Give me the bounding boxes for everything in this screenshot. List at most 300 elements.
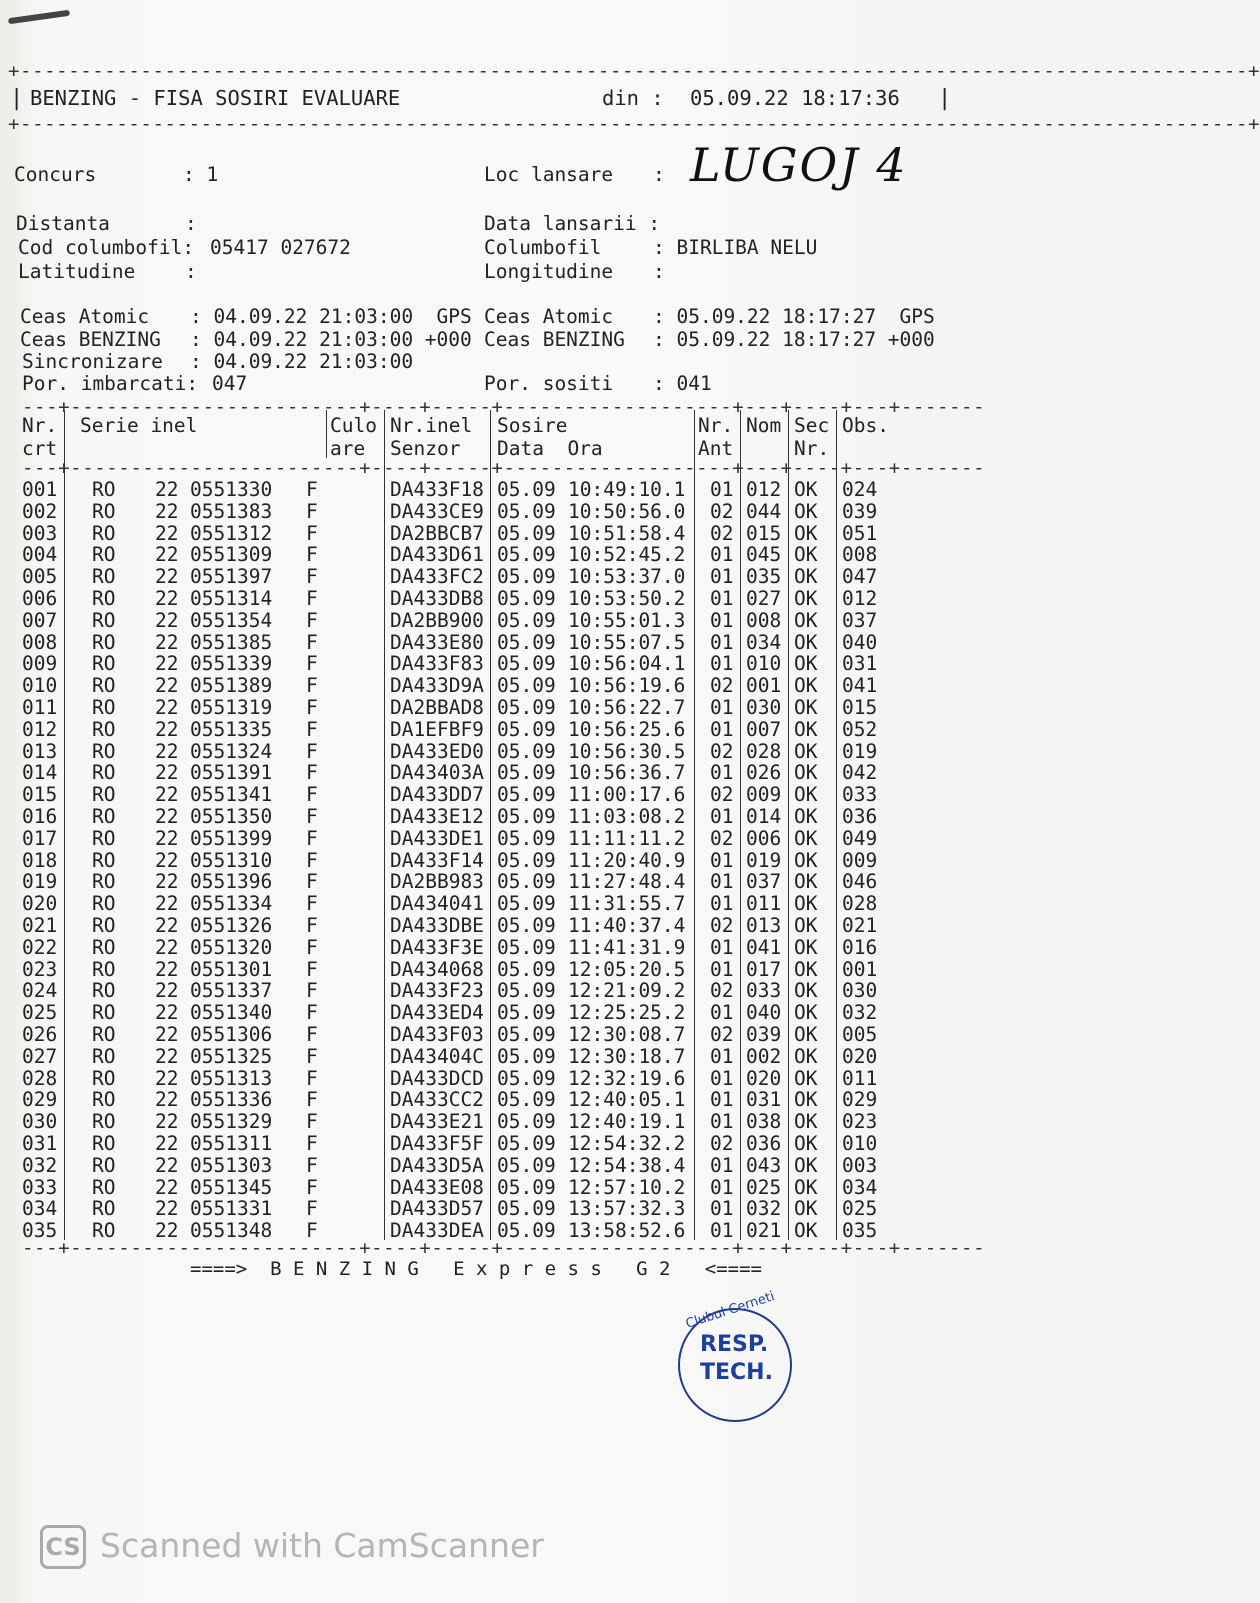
row-data: 05.09 — [497, 1044, 556, 1068]
row-senzor: DA433E12 — [390, 805, 484, 828]
row-nr: 016 — [22, 805, 58, 828]
row-sec: OK — [794, 1175, 818, 1199]
row-an: 22 — [155, 565, 179, 589]
row-inel: 0551391 — [190, 761, 273, 785]
row-an: 22 — [155, 1066, 179, 1090]
row-inel: 0551331 — [190, 1197, 273, 1221]
row-obs: 032 — [842, 1001, 878, 1025]
row-tara: RO — [92, 652, 116, 676]
row-tara: RO — [92, 1110, 116, 1134]
row-data: 05.09 — [497, 1110, 556, 1134]
row-sex: F — [306, 630, 318, 654]
row-data: 05.09 — [497, 892, 556, 916]
row-senzor: DA2BBCB7 — [390, 521, 484, 545]
row-ora: 10:55:07.5 — [568, 630, 686, 654]
row-tara: RO — [92, 870, 116, 894]
row-nom: 034 — [746, 630, 782, 654]
row-sec: OK — [794, 761, 818, 785]
camscanner-watermark: Scanned with CamScanner — [100, 1526, 544, 1565]
row-obs: 049 — [842, 826, 878, 850]
row-senzor: DA433E08 — [390, 1175, 484, 1199]
row-nom: 030 — [746, 696, 782, 719]
row-an: 22 — [155, 935, 179, 959]
row-ora: 12:32:19.6 — [568, 1066, 686, 1090]
row-inel: 0551348 — [190, 1219, 273, 1243]
row-nom: 002 — [746, 1044, 782, 1068]
concurs-label: Concurs — [14, 163, 97, 186]
header-bottom-border: +------------------------------------------------------------------------------------------------------+ — [8, 113, 1260, 135]
row-sex: F — [306, 935, 318, 959]
benzing-express-banner: ====> B E N Z I N G E x p r e s s G 2 <==== — [190, 1258, 762, 1280]
row-tara: RO — [92, 543, 116, 567]
col-divider-nom — [788, 410, 789, 1240]
row-sec: OK — [794, 565, 818, 589]
row-sex: F — [306, 826, 318, 850]
row-ant: 01 — [710, 1044, 734, 1068]
row-ora: 10:55:01.3 — [568, 608, 686, 632]
row-data: 05.09 — [497, 1023, 556, 1046]
row-tara: RO — [92, 826, 116, 850]
row-sex: F — [306, 805, 318, 828]
row-nom: 038 — [746, 1110, 782, 1134]
loc-lansare-colon: : — [653, 163, 665, 186]
row-tara: RO — [92, 1132, 116, 1155]
row-sec: OK — [794, 892, 818, 916]
row-sex: F — [306, 1197, 318, 1221]
row-senzor: DA43404C — [390, 1044, 484, 1068]
row-tara: RO — [92, 1175, 116, 1199]
row-nr: 004 — [22, 543, 58, 567]
row-ant: 02 — [710, 521, 734, 545]
row-nr: 020 — [22, 892, 58, 916]
ceas-benzing-end: : 05.09.22 18:17:27 +000 — [653, 328, 935, 351]
row-ora: 10:53:37.0 — [568, 565, 686, 589]
row-ora: 11:20:40.9 — [568, 848, 686, 872]
row-data: 05.09 — [497, 805, 556, 828]
row-inel: 0551396 — [190, 870, 273, 894]
row-inel: 0551336 — [190, 1088, 273, 1112]
row-ora: 10:56:04.1 — [568, 652, 686, 676]
loc-lansare-handwritten: LUGOJ 4 — [690, 138, 908, 192]
row-tara: RO — [92, 1088, 116, 1112]
row-nr: 002 — [22, 499, 58, 523]
row-nr: 005 — [22, 565, 58, 589]
row-tara: RO — [92, 739, 116, 763]
sincronizare-label: Sincronizare — [22, 350, 163, 373]
row-ora: 10:56:22.7 — [568, 696, 686, 719]
row-tara: RO — [92, 1066, 116, 1090]
row-inel: 0551303 — [190, 1153, 273, 1177]
row-ant: 01 — [710, 478, 734, 501]
row-obs: 040 — [842, 630, 878, 654]
row-ora: 10:56:36.7 — [568, 761, 686, 785]
row-ora: 12:40:05.1 — [568, 1088, 686, 1112]
row-nom: 036 — [746, 1132, 782, 1155]
row-inel: 0551397 — [190, 565, 273, 589]
row-nr: 018 — [22, 848, 58, 872]
header-nr-inel: Nr.inel — [390, 414, 473, 437]
row-an: 22 — [155, 848, 179, 872]
row-sec: OK — [794, 543, 818, 567]
row-sec: OK — [794, 608, 818, 632]
col-divider-serie-header — [326, 410, 327, 458]
row-ant: 01 — [710, 848, 734, 872]
row-ora: 10:49:10.1 — [568, 478, 686, 501]
row-ant: 01 — [710, 1001, 734, 1025]
row-sec: OK — [794, 848, 818, 872]
row-ora: 12:54:38.4 — [568, 1153, 686, 1177]
row-tara: RO — [92, 935, 116, 959]
row-sec: OK — [794, 957, 818, 981]
row-obs: 008 — [842, 543, 878, 567]
row-obs: 030 — [842, 979, 878, 1003]
header-culo: Culo — [330, 414, 377, 437]
row-senzor: DA433ED0 — [390, 739, 484, 763]
row-nr: 019 — [22, 870, 58, 894]
row-ant: 01 — [710, 696, 734, 719]
row-ora: 10:56:30.5 — [568, 739, 686, 763]
row-senzor: DA433DE1 — [390, 826, 484, 850]
table-header-border: ---+------------------------+----+-----+-------------------+---+----+---+------- — [22, 457, 986, 479]
row-sex: F — [306, 1066, 318, 1090]
row-nom: 019 — [746, 848, 782, 872]
row-tara: RO — [92, 717, 116, 741]
row-ora: 11:40:37.4 — [568, 914, 686, 937]
row-sex: F — [306, 761, 318, 785]
row-obs: 005 — [842, 1023, 878, 1046]
row-sec: OK — [794, 1023, 818, 1046]
row-sex: F — [306, 1001, 318, 1025]
row-senzor: DA43403A — [390, 761, 484, 785]
row-nom: 035 — [746, 565, 782, 589]
row-sex: F — [306, 587, 318, 610]
row-nr: 026 — [22, 1023, 58, 1046]
row-senzor: DA433F83 — [390, 652, 484, 676]
table-top-border: ---+------------------------+----+-----+-------------------+---+----+---+------- — [22, 396, 986, 418]
row-data: 05.09 — [497, 652, 556, 676]
row-obs: 029 — [842, 1088, 878, 1112]
header-senzor: Senzor — [390, 437, 461, 460]
row-obs: 001 — [842, 957, 878, 981]
row-an: 22 — [155, 1153, 179, 1177]
row-obs: 016 — [842, 935, 878, 959]
row-senzor: DA433DBE — [390, 914, 484, 937]
row-ora: 12:30:08.7 — [568, 1023, 686, 1046]
row-an: 22 — [155, 1044, 179, 1068]
imbarcati-value: 047 — [212, 372, 248, 395]
row-nom: 012 — [746, 478, 782, 501]
row-inel: 0551306 — [190, 1023, 273, 1046]
row-senzor: DA433F23 — [390, 979, 484, 1003]
row-ant: 01 — [710, 935, 734, 959]
row-nr: 029 — [22, 1088, 58, 1112]
row-an: 22 — [155, 739, 179, 763]
row-nom: 041 — [746, 935, 782, 959]
row-tara: RO — [92, 565, 116, 589]
row-ant: 01 — [710, 1088, 734, 1112]
row-obs: 011 — [842, 1066, 878, 1090]
row-nom: 045 — [746, 543, 782, 567]
row-an: 22 — [155, 630, 179, 654]
row-nom: 009 — [746, 783, 782, 807]
row-sex: F — [306, 543, 318, 567]
col-divider-culoare — [384, 410, 385, 1240]
row-nom: 033 — [746, 979, 782, 1003]
table-bottom-border: ---+------------------------+----+-----+-------------------+---+----+---+------- — [22, 1237, 986, 1259]
row-nr: 027 — [22, 1044, 58, 1068]
row-an: 22 — [155, 478, 179, 501]
row-sex: F — [306, 870, 318, 894]
row-sex: F — [306, 783, 318, 807]
header-sosire: Sosire — [497, 414, 568, 437]
row-nom: 037 — [746, 870, 782, 894]
row-nr: 015 — [22, 783, 58, 807]
row-inel: 0551350 — [190, 805, 273, 828]
row-data: 05.09 — [497, 608, 556, 632]
row-nr: 034 — [22, 1197, 58, 1221]
row-nr: 031 — [22, 1132, 58, 1155]
columbofil-value: : BIRLIBA NELU — [653, 236, 818, 259]
row-an: 22 — [155, 957, 179, 981]
row-data: 05.09 — [497, 848, 556, 872]
row-data: 05.09 — [497, 587, 556, 610]
row-ora: 13:57:32.3 — [568, 1197, 686, 1221]
row-senzor: DA433CE9 — [390, 499, 484, 523]
row-sec: OK — [794, 1044, 818, 1068]
header-crt: crt — [22, 437, 58, 460]
row-nom: 039 — [746, 1023, 782, 1046]
row-an: 22 — [155, 1175, 179, 1199]
row-inel: 0551345 — [190, 1175, 273, 1199]
row-sex: F — [306, 1219, 318, 1243]
row-nr: 012 — [22, 717, 58, 741]
row-an: 22 — [155, 892, 179, 916]
row-nom: 028 — [746, 739, 782, 763]
row-obs: 035 — [842, 1219, 878, 1243]
col-divider-sosire — [694, 410, 695, 1240]
row-sex: F — [306, 979, 318, 1003]
row-ant: 02 — [710, 783, 734, 807]
row-nr: 022 — [22, 935, 58, 959]
row-senzor: DA433D61 — [390, 543, 484, 567]
row-data: 05.09 — [497, 761, 556, 785]
row-senzor: DA433ED4 — [390, 1001, 484, 1025]
row-inel: 0551320 — [190, 935, 273, 959]
row-obs: 019 — [842, 739, 878, 763]
row-sex: F — [306, 717, 318, 741]
row-senzor: DA433FC2 — [390, 565, 484, 589]
sositi-label: Por. sositi — [484, 372, 614, 395]
row-tara: RO — [92, 1197, 116, 1221]
row-sex: F — [306, 674, 318, 698]
row-sec: OK — [794, 1110, 818, 1134]
row-sec: OK — [794, 499, 818, 523]
row-ant: 01 — [710, 630, 734, 654]
row-obs: 023 — [842, 1110, 878, 1134]
row-an: 22 — [155, 805, 179, 828]
row-sec: OK — [794, 1066, 818, 1090]
row-data: 05.09 — [497, 1175, 556, 1199]
row-an: 22 — [155, 1088, 179, 1112]
row-ora: 11:27:48.4 — [568, 870, 686, 894]
row-nom: 044 — [746, 499, 782, 523]
row-nr: 006 — [22, 587, 58, 610]
row-an: 22 — [155, 521, 179, 545]
row-an: 22 — [155, 1023, 179, 1046]
row-data: 05.09 — [497, 630, 556, 654]
row-nom: 031 — [746, 1088, 782, 1112]
row-ant: 02 — [710, 1023, 734, 1046]
row-inel: 0551385 — [190, 630, 273, 654]
row-tara: RO — [92, 761, 116, 785]
row-obs: 020 — [842, 1044, 878, 1068]
row-sec: OK — [794, 717, 818, 741]
row-an: 22 — [155, 979, 179, 1003]
row-data: 05.09 — [497, 979, 556, 1003]
row-an: 22 — [155, 608, 179, 632]
row-sec: OK — [794, 696, 818, 719]
row-nom: 007 — [746, 717, 782, 741]
row-senzor: DA433CC2 — [390, 1088, 484, 1112]
row-ora: 12:30:18.7 — [568, 1044, 686, 1068]
ceas-atomic-end: : 05.09.22 18:17:27 GPS — [653, 305, 935, 328]
row-sec: OK — [794, 587, 818, 610]
row-sex: F — [306, 608, 318, 632]
row-tara: RO — [92, 892, 116, 916]
row-ant: 01 — [710, 805, 734, 828]
row-ant: 01 — [710, 608, 734, 632]
row-nom: 043 — [746, 1153, 782, 1177]
row-obs: 052 — [842, 717, 878, 741]
row-obs: 009 — [842, 848, 878, 872]
row-sec: OK — [794, 1001, 818, 1025]
row-ora: 10:50:56.0 — [568, 499, 686, 523]
row-ora: 10:51:58.4 — [568, 521, 686, 545]
row-sex: F — [306, 499, 318, 523]
row-data: 05.09 — [497, 1219, 556, 1243]
row-ant: 01 — [710, 870, 734, 894]
row-sex: F — [306, 652, 318, 676]
row-data: 05.09 — [497, 1001, 556, 1025]
row-sec: OK — [794, 1197, 818, 1221]
row-ora: 11:31:55.7 — [568, 892, 686, 916]
row-inel: 0551340 — [190, 1001, 273, 1025]
row-inel: 0551341 — [190, 783, 273, 807]
row-ant: 01 — [710, 652, 734, 676]
header-ant: Ant — [698, 437, 734, 460]
row-ant: 01 — [710, 1153, 734, 1177]
row-nr: 035 — [22, 1219, 58, 1243]
data-lansarii-label: Data lansarii : — [484, 212, 661, 235]
distanta-value: : — [185, 212, 197, 235]
row-senzor: DA433F03 — [390, 1023, 484, 1046]
row-obs: 012 — [842, 587, 878, 610]
row-ant: 02 — [710, 499, 734, 523]
row-nom: 015 — [746, 521, 782, 545]
distanta-label: Distanta — [16, 212, 110, 235]
row-data: 05.09 — [497, 739, 556, 763]
row-ant: 02 — [710, 914, 734, 937]
ceas-atomic-start: : 04.09.22 21:03:00 GPS — [190, 305, 472, 328]
report-title: BENZING - FISA SOSIRI EVALUARE — [30, 86, 401, 110]
row-nom: 020 — [746, 1066, 782, 1090]
row-obs: 024 — [842, 478, 878, 501]
row-tara: RO — [92, 1023, 116, 1046]
row-nom: 013 — [746, 914, 782, 937]
row-an: 22 — [155, 870, 179, 894]
loc-lansare-label: Loc lansare — [484, 163, 614, 186]
row-senzor: DA433DCD — [390, 1066, 484, 1090]
row-data: 05.09 — [497, 696, 556, 719]
row-senzor: DA2BBAD8 — [390, 696, 484, 719]
row-obs: 037 — [842, 608, 878, 632]
row-ant: 01 — [710, 1197, 734, 1221]
row-sec: OK — [794, 630, 818, 654]
row-nr: 009 — [22, 652, 58, 676]
row-nom: 008 — [746, 608, 782, 632]
row-nom: 001 — [746, 674, 782, 698]
ceas-benzing-label-start: Ceas BENZING — [20, 328, 161, 351]
row-inel: 0551301 — [190, 957, 273, 981]
row-an: 22 — [155, 543, 179, 567]
row-obs: 010 — [842, 1132, 878, 1155]
row-sex: F — [306, 892, 318, 916]
row-inel: 0551314 — [190, 587, 273, 610]
row-ant: 01 — [710, 892, 734, 916]
row-nr: 025 — [22, 1001, 58, 1025]
row-ant: 02 — [710, 979, 734, 1003]
row-an: 22 — [155, 826, 179, 850]
row-data: 05.09 — [497, 783, 556, 807]
row-sec: OK — [794, 1153, 818, 1177]
row-sec: OK — [794, 652, 818, 676]
row-tara: RO — [92, 696, 116, 719]
row-senzor: DA433DEA — [390, 1219, 484, 1243]
row-nr: 017 — [22, 826, 58, 850]
row-ant: 02 — [710, 826, 734, 850]
row-sec: OK — [794, 935, 818, 959]
row-tara: RO — [92, 630, 116, 654]
ceas-benzing-start: : 04.09.22 21:03:00 +000 — [190, 328, 472, 351]
row-sec: OK — [794, 1088, 818, 1112]
row-sex: F — [306, 914, 318, 937]
header-left-bar: | — [10, 86, 24, 111]
row-obs: 046 — [842, 870, 878, 894]
row-inel: 0551310 — [190, 848, 273, 872]
row-ant: 01 — [710, 1110, 734, 1134]
row-ora: 12:40:19.1 — [568, 1110, 686, 1134]
latitudine-value: : — [185, 260, 197, 283]
row-inel: 0551330 — [190, 478, 273, 501]
row-nr: 024 — [22, 979, 58, 1003]
row-senzor: DA2BB900 — [390, 608, 484, 632]
row-inel: 0551319 — [190, 696, 273, 719]
header-sec-nr: Nr. — [794, 437, 830, 460]
row-data: 05.09 — [497, 717, 556, 741]
row-ora: 10:56:19.6 — [568, 674, 686, 698]
stamp-club-name: Clubul Cerneti — [683, 1289, 777, 1332]
row-data: 05.09 — [497, 1197, 556, 1221]
row-nom: 032 — [746, 1197, 782, 1221]
row-sex: F — [306, 848, 318, 872]
row-inel: 0551339 — [190, 652, 273, 676]
row-nr: 008 — [22, 630, 58, 654]
row-tara: RO — [92, 1001, 116, 1025]
row-data: 05.09 — [497, 674, 556, 698]
row-nom: 010 — [746, 652, 782, 676]
row-sex: F — [306, 1088, 318, 1112]
row-ora: 11:03:08.2 — [568, 805, 686, 828]
